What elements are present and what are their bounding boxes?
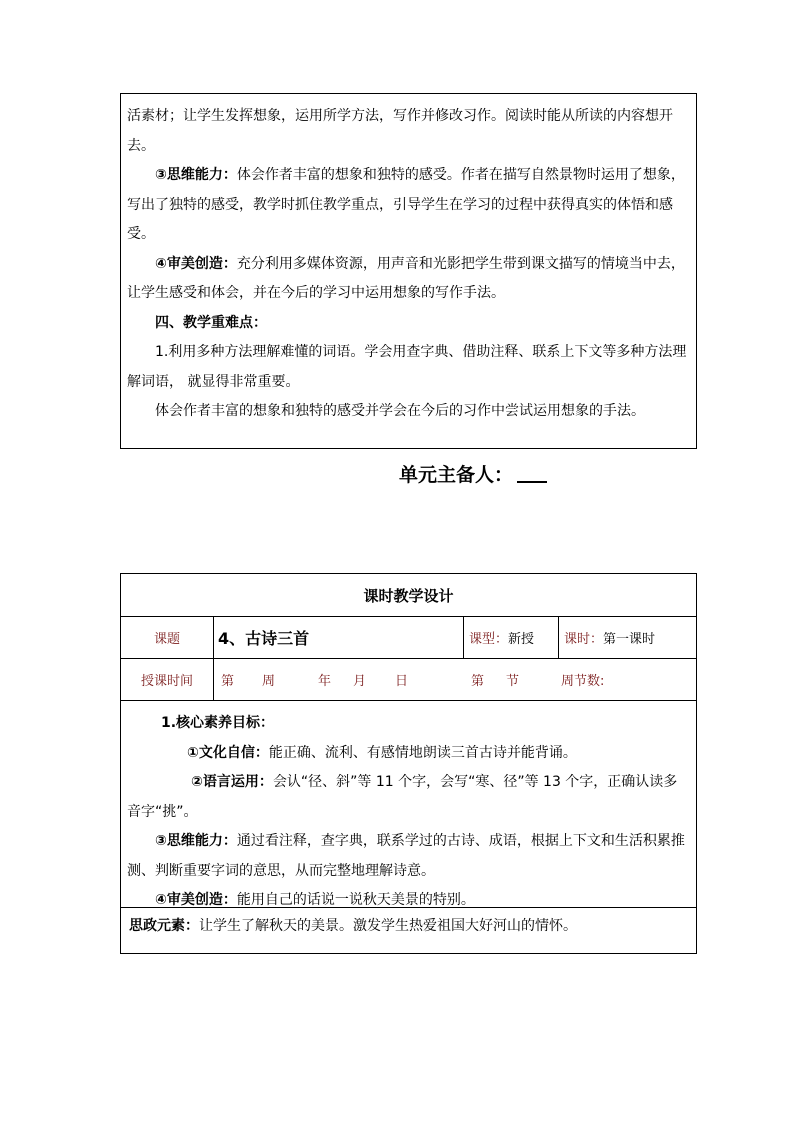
key-point-2: 体会作者丰富的想象和独特的感受并学会在今后的习作中尝试运用想象的手法。 bbox=[155, 403, 645, 419]
time-ri: 日 bbox=[395, 673, 409, 689]
time-weeks: 周节数: bbox=[561, 673, 605, 689]
thinking-ability-paragraph bbox=[127, 161, 690, 250]
unit-owner bbox=[399, 460, 547, 487]
goal-2-label: ②语言运用： bbox=[191, 774, 273, 790]
unit-owner-label: 单元主备人： bbox=[399, 464, 514, 486]
time-di2: 第 bbox=[471, 673, 485, 689]
aesthetic-paragraph bbox=[127, 250, 690, 309]
goal-3-text: 通过看注释，查字典，联系学过的古诗、成语，根据上下文和生活积累推测、判断重要字词的意思，从而完整地理解诗意。 bbox=[127, 833, 685, 879]
thinking-ability-label: ③思维能力： bbox=[155, 167, 237, 183]
material-line: 活素材；让学生发挥想象，运用所学方法，写作并修改习作。阅读时能从所读的内容想开去。 bbox=[127, 108, 673, 154]
goal-1-label: ①文化自信： bbox=[187, 744, 269, 761]
ideology-paragraph bbox=[129, 912, 688, 942]
unit-owner-blank bbox=[517, 463, 547, 483]
goal-3-label: ③思维能力： bbox=[155, 833, 237, 849]
table-title-row bbox=[121, 574, 696, 617]
core-goals bbox=[121, 700, 696, 908]
topic-label: 课题 bbox=[153, 631, 180, 647]
goal-2-text: 会认“径、斜”等 11 个字，会写“寒、径”等 13 个字，正确认读多音字“挑”。 bbox=[127, 774, 678, 820]
lesson-type bbox=[469, 616, 553, 658]
time-zhou: 周 bbox=[262, 673, 276, 689]
aesthetic-text: 充分利用多媒体资源，用声音和光影把学生带到课文描写的情境当中去，让学生感受和体会，并在今后的学习中运用想象的写作手法。 bbox=[127, 255, 685, 301]
ideology-label: 思政元素： bbox=[129, 918, 199, 934]
goal-4-text: 能用自己的话说一说秋天美景的特别。 bbox=[236, 892, 475, 908]
lesson-type-value: 新授 bbox=[508, 631, 535, 647]
time-yue: 月 bbox=[353, 673, 367, 689]
lesson-period bbox=[564, 616, 694, 658]
time-row bbox=[121, 658, 696, 701]
table-title: 课时教学设计 bbox=[363, 586, 454, 605]
time-nian: 年 bbox=[318, 673, 332, 689]
topic-row bbox=[121, 616, 696, 659]
goal-2 bbox=[127, 768, 690, 827]
goal-1-text: 能正确、流利、有感情地朗读三首古诗并能背诵。 bbox=[268, 744, 577, 761]
topic-value: 4、古诗三首 bbox=[218, 628, 310, 648]
goal-1 bbox=[127, 739, 690, 769]
lesson-design-table bbox=[120, 573, 697, 954]
goals-heading: 1.核心素养目标： bbox=[161, 715, 275, 731]
aesthetic-label: ④审美创造： bbox=[155, 255, 237, 272]
key-point-1: 1.利用多种方法理解难懂的词语。学会用查字典、借助注释、联系上下文等多种方法理解词语， 就显得非常重要。 bbox=[127, 344, 687, 390]
key-points-heading: 四、教学重难点： bbox=[155, 314, 267, 331]
time-di: 第 bbox=[221, 673, 235, 689]
goal-4-label: ④审美创造： bbox=[155, 892, 237, 908]
lesson-type-label: 课型： bbox=[469, 631, 509, 647]
time-label: 授课时间 bbox=[140, 673, 193, 689]
lesson-period-label: 课时： bbox=[564, 631, 604, 647]
time-jie: 节 bbox=[506, 673, 520, 689]
thinking-ability-text: 体会作者丰富的想象和独特的感受。作者在描写自然景物时运用了想象，写出了独特的感受，教学时抓住教学重点，引导学生在学习的过程中获得真实的体悟和感受。 bbox=[127, 167, 685, 242]
ideology-element bbox=[121, 908, 696, 954]
lesson-plan-continuation bbox=[120, 93, 697, 449]
ideology-text: 让学生了解秋天的美景。激发学生热爱祖国大好河山的情怀。 bbox=[199, 918, 577, 934]
goal-3 bbox=[127, 827, 690, 886]
lesson-period-value: 第一课时 bbox=[603, 631, 656, 647]
